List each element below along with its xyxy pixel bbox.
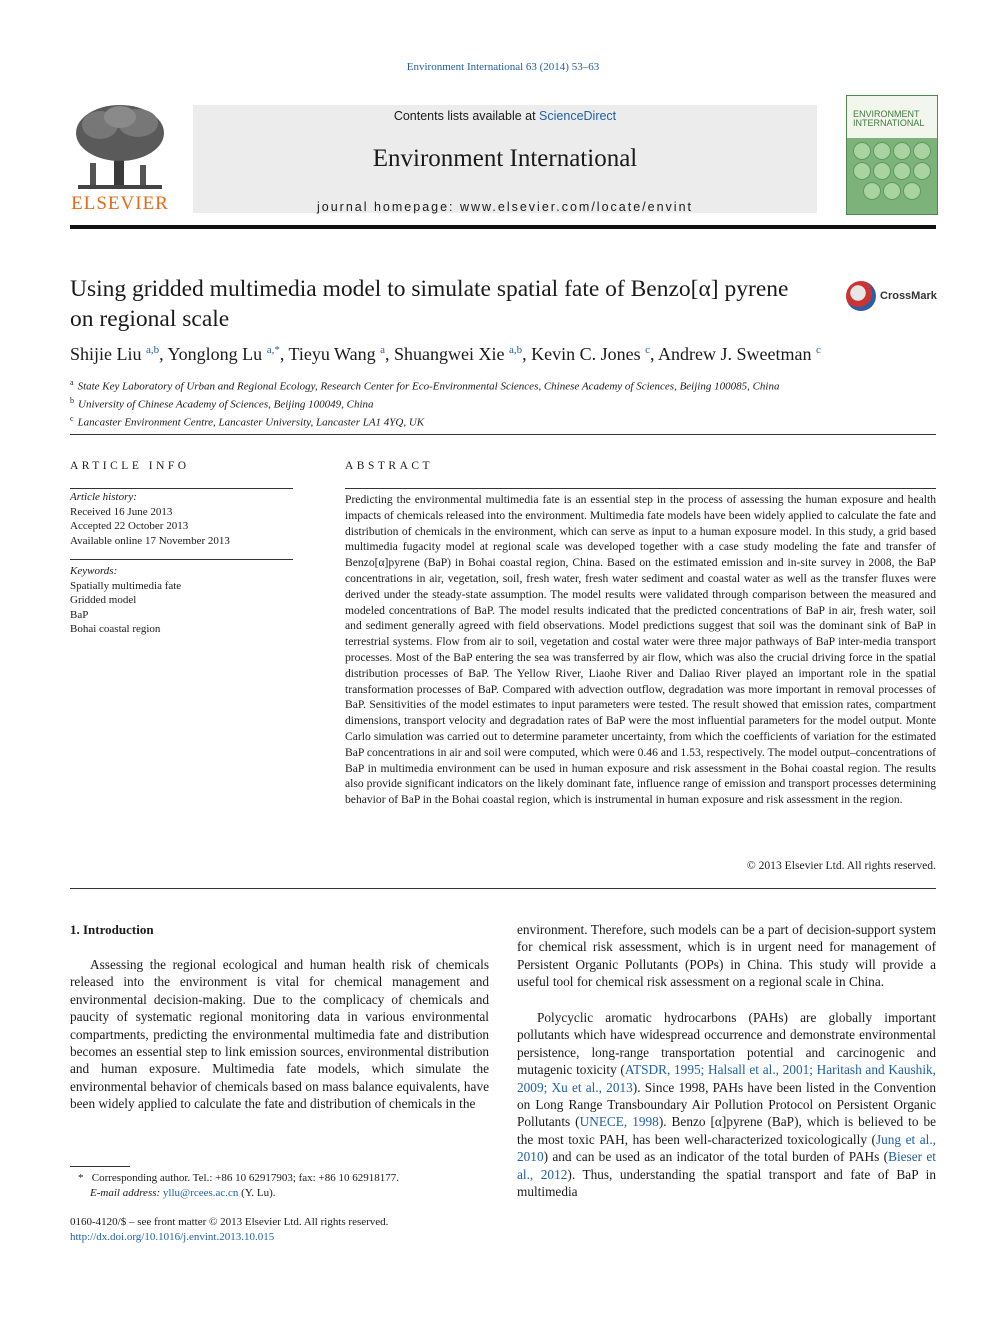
author-name[interactable]: Shuangwei Xie	[393, 344, 505, 364]
author-separator: ,	[279, 344, 289, 364]
journal-header	[70, 95, 936, 215]
elsevier-tree-icon	[70, 103, 170, 193]
abstract-heading: ABSTRACT	[345, 460, 434, 472]
introduction-paragraph: Polycyclic aromatic hydrocarbons (PAHs) are globally important pollutants which have widespread occurrence and demonstrate environmental persistence, long-range transportation potential and carcinogenic and mutagenic toxicity (ATSDR, 1995; Halsall et al., 2001; Haritash and Kaushik, 2009; Xu et al., 2013). Since 1998, PAHs have been listed in the Convention on Long Range Transboundary Air Pollution Protocol on Persistent Organic Pollutants (UNECE, 1998). Benzo [α]pyrene (BaP), which is believed to be the most toxic PAH, has been well-characterized toxicologically (Jung et al., 2010) and can be used as an indicator of the total burden of PAHs (Bieser et al., 2012). Thus, understanding the spatial transport and fate of BaP in multimedia	[517, 1010, 937, 1200]
cover-title: ENVIRONMENT INTERNATIONAL	[853, 109, 925, 128]
accepted-date: Accepted 22 October 2013	[70, 520, 189, 532]
contents-prefix: Contents lists available at	[393, 109, 540, 123]
email-label: E-mail address:	[90, 1187, 161, 1199]
corresponding-author-footnote: * Corresponding author. Tel.: +86 10 62917903; fax: +86 10 62918177. E-mail address: yllu@rcees.ac.cn (Y. Lu).	[78, 1172, 399, 1199]
article-info-divider	[70, 559, 293, 560]
author-affiliation-sup[interactable]: a,b	[508, 344, 523, 356]
cover-image-tile	[893, 162, 911, 180]
contents-line	[193, 109, 817, 123]
introduction-heading: 1. Introduction	[70, 922, 154, 937]
affiliation-item: $^c$ Lancaster Environment Centre, Lancaster University, Lancaster LA1 4YQ, UK	[70, 414, 425, 429]
author-affiliation-sup[interactable]: a	[380, 344, 385, 356]
abstract-divider	[345, 488, 936, 489]
header-divider	[70, 225, 936, 229]
section-divider	[70, 434, 936, 435]
journal-cover-thumbnail[interactable]	[846, 95, 938, 215]
footnote-corresponding: Corresponding author. Tel.: +86 10 62917903; fax: +86 10 62918177.	[91, 1172, 399, 1184]
footnote-divider	[70, 1166, 130, 1167]
citation-link[interactable]: Jung et al., 2010	[517, 1131, 937, 1165]
cover-image-tile	[893, 142, 911, 160]
affiliations	[70, 376, 779, 430]
citation-link[interactable]: ATSDR, 1995; Halsall et al., 2001; Haritash and Kaushik, 2009; Xu et al., 2013	[517, 1062, 936, 1095]
keyword-item: Spatially multimedia fate	[70, 579, 182, 592]
affiliation-item: $^b$ University of Chinese Academy of Sciences, Beijing 100049, China	[70, 396, 374, 411]
author-separator: ,	[384, 344, 394, 364]
received-date: Received 16 June 2013	[70, 505, 173, 518]
corresponding-author-mark[interactable]: *	[274, 344, 280, 356]
author-affiliation-sup[interactable]: c	[815, 344, 821, 356]
journal-homepage-link[interactable]: journal homepage: www.elsevier.com/locate/envint	[316, 200, 693, 214]
cover-image-tile	[913, 162, 931, 180]
front-matter-notice: 0160-4120/$ – see front matter © 2013 Elsevier Ltd. All rights reserved.	[70, 1216, 389, 1228]
cover-image-tile	[913, 142, 931, 160]
doi-link[interactable]: http://dx.doi.org/10.1016/j.envint.2013.10.015	[70, 1231, 275, 1243]
cover-image-tile	[853, 162, 871, 180]
cover-image-tile	[853, 142, 871, 160]
footnote-mark: *	[78, 1172, 84, 1184]
abstract-text: Predicting the environmental multimedia fate is an essential step in the process of assessing the human exposure and health impacts of chemicals released into the environment. Multimedia fate models have been widely applied to calculate the fate and distribution of chemicals in the environment, which can serve as input to a human exposure model. In this study, a grid based multimedia fugacity model at regional scale was developed together with a case study modeling the fate and transfer of Benzo[α]pyrene (BaP) in Bohai coastal region, China. Based on the estimated emission and in-site survey in 2008, the BaP concentrations in air, vegetation, soil, fresh water, fresh water sediment and coastal water as well as the transfer fluxes were derived under the steady-state assumption. The model results were validated through comparison between the measured and modeled concentrations of BaP. The model results indicated that the predicted concentrations of BaP in air, fresh water, soil and sediment generally agreed with field observations. Model predictions suggest that soil was the dominant sink of BaP in terrestrial systems. Flow from air to soil, vegetation and costal water were three major pathways of BaP inter-media transport processes. Most of the BaP entering the sea was transferred by air flow, which was also the crucial driving force in the spatial distribution processes of BaP. The Yellow River, Liaohe River and Daliao River played an important role in the spatial transformation processes of BaP. Compared with advection outflow, degradation was more important in removal processes of BaP. Sensitivities of the model estimates to input parameters were tested. The result showed that emission rates, compartment dimensions, transport velocity and degradation rates of BaP were the most influential parameters for the model output. Monte Carlo simulation was carried out to determine parameter uncertainty, from which the coefficients of variation for the estimated BaP concentrations in air and soil were computed, which were 0.46 and 1.53, respectively. The model output–concentrations of BaP in multimedia environment can be used in human exposure and risk assessment in the Bohai coastal region. The results also provide significant indicators on the likely dominant fate, influence range of emission and transport processes determining behavior of BaP in the Bohai coastal region, which is instrumental in human exposure and risk assessment in the region.	[345, 493, 936, 807]
cover-image-tile	[863, 182, 881, 200]
author-affiliation-sup[interactable]: a,	[266, 344, 275, 356]
abstract-copyright: © 2013 Elsevier Ltd. All rights reserved.	[746, 859, 936, 872]
introduction-paragraph: environment. Therefore, such models can be a part of decision-support system for chemical risk assessment, which is in urgent need for management of Persistent Organic Pollutants (POPs) in China. This study will provide a useful tool for chemical risk assessment on a regional scale in China.	[517, 922, 936, 990]
affiliation-item: $^a$ State Key Laboratory of Urban and Regional Ecology, Research Center for Eco-Environmental Sciences, Chinese Academy of Sciences, Beijing 100085, China	[70, 378, 780, 393]
keywords	[70, 564, 181, 637]
keyword-item: Gridded model	[70, 594, 137, 606]
citation-link[interactable]: Bieser et al., 2012	[517, 1149, 936, 1182]
author-name[interactable]: Shijie Liu	[70, 344, 142, 364]
author-email-link[interactable]: yllu@rcees.ac.cn	[162, 1187, 239, 1199]
cover-image-tile	[883, 182, 901, 200]
article-info-heading: ARTICLE INFO	[70, 460, 190, 472]
author-name[interactable]: Yonglong Lu	[167, 344, 263, 364]
keyword-item: BaP	[70, 608, 89, 621]
elsevier-logo[interactable]	[70, 103, 170, 215]
issn-line	[70, 1215, 388, 1245]
journal-banner	[193, 105, 817, 213]
crossmark-label: CrossMark	[880, 290, 937, 302]
cover-image-tile	[903, 182, 921, 200]
author-affiliation-sup[interactable]: a,b	[146, 344, 160, 356]
author-name[interactable]: Andrew J. Sweetman	[658, 344, 812, 364]
citation-link[interactable]: UNECE, 1998	[579, 1114, 659, 1130]
author-name[interactable]: Kevin C. Jones	[531, 344, 641, 364]
crossmark-badge[interactable]	[846, 281, 938, 315]
section-divider	[70, 888, 936, 889]
author-separator: ,	[159, 344, 168, 364]
author-name[interactable]: Tieyu Wang	[288, 344, 376, 364]
article-info-divider	[70, 488, 293, 489]
sciencedirect-link[interactable]: ScienceDirect	[539, 109, 617, 123]
elsevier-wordmark: ELSEVIER	[71, 193, 169, 214]
cover-image-tile	[873, 142, 891, 160]
author-separator: ,	[650, 344, 659, 364]
crossmark-icon	[846, 281, 876, 311]
introduction-paragraph: Assessing the regional ecological and human health risk of chemicals released into the environment is vital for chemical management and environmental decision-making. Due to the complicacy of chemicals and paucity of systematic regional monitoring data in various environmental compartments, predicting the environmental multimedia fate and distribution becomes an essential step to link emission sources, environmental distribution and human exposure. Multimedia fate models, which simulate the environmental behavior of chemicals based on mass balance equivalents, have been widely applied to calculate the fate and distribution of chemicals in the	[70, 957, 489, 1112]
keywords-label: Keywords:	[70, 565, 118, 577]
cover-image-tile	[873, 162, 891, 180]
journal-title: Environment International	[372, 145, 638, 172]
author-separator: ,	[522, 344, 532, 364]
author-list	[70, 344, 821, 365]
article-title: Using gridded multimedia model to simulate spatial fate of Benzo[α] pyrene on regional scale	[70, 276, 789, 332]
keyword-item: Bohai coastal region	[70, 623, 161, 635]
article-history	[70, 490, 230, 548]
journal-citation-link[interactable]: Environment International 63 (2014) 53–63	[406, 61, 600, 73]
author-affiliation-sup[interactable]: c	[645, 344, 650, 356]
history-label: Article history:	[70, 491, 137, 503]
online-date: Available online 17 November 2013	[70, 534, 230, 547]
